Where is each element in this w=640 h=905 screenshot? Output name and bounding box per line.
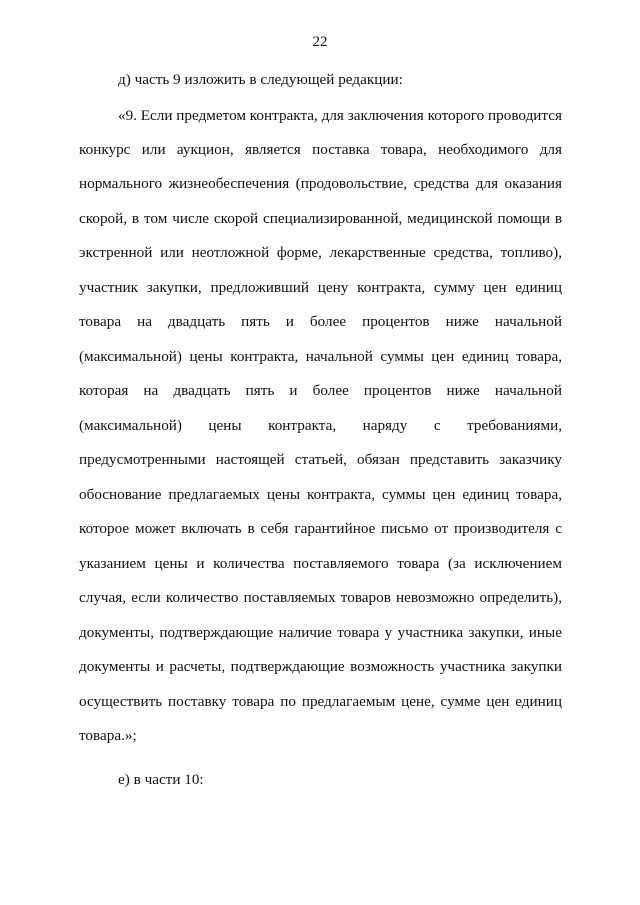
paragraph-line: экстренной или неотложной форме, лекарственные средства, топливо), — [79, 244, 562, 261]
paragraph-line: (максимальной) цены контракта, наряду с требованиями, — [79, 417, 562, 434]
paragraph-line: осуществить поставку товара по предлагаемым цене, сумме цен единиц — [79, 693, 562, 710]
paragraph-line: обоснование предлагаемых цены контракта, суммы цен единиц товара, — [79, 486, 562, 503]
paragraph-line: «9. Если предметом контракта, для заключения которого проводится — [118, 107, 562, 124]
paragraph-line: которое может включать в себя гарантийное письмо от производителя с — [79, 520, 562, 537]
paragraph-line: участник закупки, предложивший цену контракта, сумму цен единиц — [79, 279, 562, 296]
paragraph-line: документы, подтверждающие наличие товара у участника закупки, иные — [79, 624, 562, 641]
item-d-heading: д) часть 9 изложить в следующей редакции: — [118, 71, 403, 88]
paragraph-line: документы и расчеты, подтверждающие возможность участника закупки — [79, 658, 562, 675]
paragraph-line: случая, если количество поставляемых товаров невозможно определить), — [79, 589, 562, 606]
paragraph-line: указанием цены и количества поставляемого товара (за исключением — [79, 555, 562, 572]
page-number: 22 — [312, 34, 328, 50]
paragraph-line: конкурс или аукцион, является поставка товара, необходимого для — [79, 141, 562, 158]
item-e-heading: е) в части 10: — [118, 771, 204, 788]
paragraph-line: которая на двадцать пять и более процентов ниже начальной — [79, 382, 562, 399]
paragraph-line: предусмотренными настоящей статьей, обязан представить заказчику — [79, 451, 562, 468]
paragraph-line: нормального жизнеобеспечения (продовольствие, средства для оказания — [79, 175, 562, 192]
paragraph-line: скорой, в том числе скорой специализированной, медицинской помощи в — [79, 210, 562, 227]
paragraph-line: товара.»; — [79, 727, 137, 744]
paragraph-line: (максимальной) цены контракта, начальной суммы цен единиц товара, — [79, 348, 562, 365]
paragraph-line: товара на двадцать пять и более процентов ниже начальной — [79, 313, 562, 330]
